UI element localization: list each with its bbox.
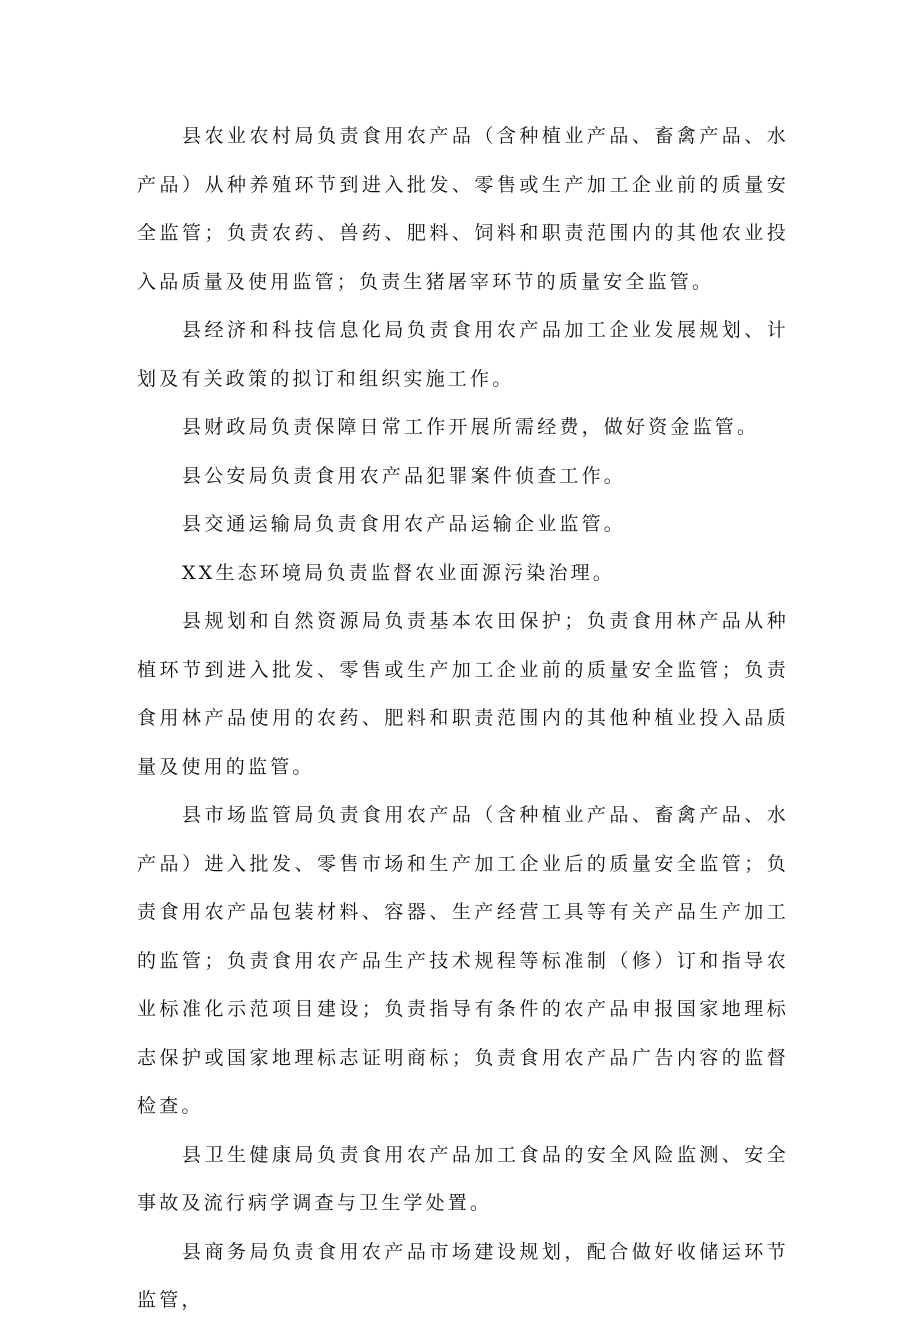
paragraph-planning-resources-bureau: 县规划和自然资源局负责基本农田保护；负责食用林产品从种植环节到进入批发、零售或生产加工企业前的质量安全监管；负责食用林产品使用的农药、肥料和职责范围内的其他种植业投入品质量及使用的监管。 [137, 610, 789, 778]
paragraph-market-regulation-bureau: 县市场监管局负责食用农产品（含种植业产品、畜禽产品、水产品）进入批发、零售市场和生产加工企业后的质量安全监管；负责食用农产品包装材料、容器、生产经营工具等有关产品生产加工的监管；负责食用农产品生产技术规程等标准制（修）订和指导农业标准化示范项目建设；负责指导有条件的农产品申报国家地理标志保护或国家地理标志证明商标；负责食用农产品广告内容的监督检查。 [137, 804, 789, 1117]
paragraph-public-security-bureau: 县公安局负责食用农产品犯罪案件侦查工作。 [182, 464, 627, 487]
paragraph-health-bureau: 县卫生健康局负责食用农产品加工食品的安全风险监测、安全事故及流行病学调查与卫生学处置。 [137, 1143, 789, 1214]
document-body [137, 112, 789, 1325]
paragraph-commerce-bureau: 县商务局负责食用农产品市场建设规划，配合做好收储运环节监管， [137, 1240, 789, 1311]
paragraph-agriculture-bureau: 县农业农村局负责食用农产品（含种植业产品、畜禽产品、水产品）从种养殖环节到进入批发、零售或生产加工企业前的质量安全监管；负责农药、兽药、肥料、饲料和职责范围内的其他农业投入品质量及使用监管；负责生猪屠宰环节的质量安全监管。 [137, 125, 789, 293]
paragraph-ecology-environment-bureau: XX生态环境局负责监督农业面源污染治理。 [182, 561, 616, 584]
paragraph-economy-tech-bureau: 县经济和科技信息化局负责食用农产品加工企业发展规划、计划及有关政策的拟订和组织实施工作。 [137, 319, 789, 390]
paragraph-transport-bureau: 县交通运输局负责食用农产品运输企业监管。 [182, 513, 627, 535]
paragraph-finance-bureau: 县财政局负责保障日常工作开展所需经费，做好资金监管。 [182, 416, 760, 438]
